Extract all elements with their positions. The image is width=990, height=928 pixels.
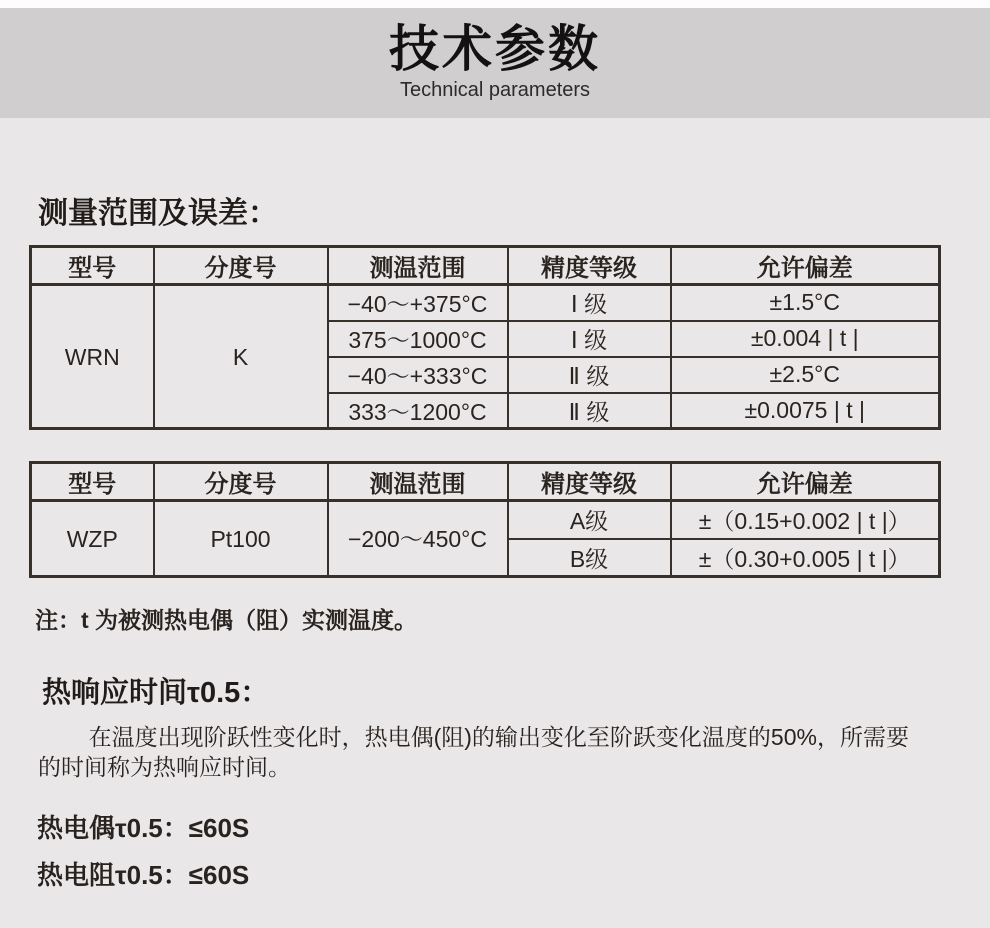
cell-deviation: ±（0.15+0.002 | t |） (671, 501, 940, 539)
header-banner (0, 8, 990, 118)
cell-range: −40～+333°C (328, 357, 508, 393)
cell-model: WZP (31, 501, 154, 577)
cell-grade: Ⅰ 级 (508, 321, 671, 357)
cell-range: −40～+375°C (328, 285, 508, 321)
table-header-row (31, 463, 940, 501)
col-header-model: 型号 (31, 247, 154, 285)
cell-deviation: ±1.5°C (671, 285, 940, 321)
table-row (31, 285, 940, 321)
table-rtd-wzp (29, 461, 941, 578)
table-header-row (31, 247, 940, 285)
col-header-graduation: 分度号 (154, 247, 328, 285)
cell-range: −200～450°C (328, 501, 508, 577)
cell-graduation: K (154, 285, 328, 429)
response-time-paragraph: 在温度出现阶跃性变化时，热电偶(阻)的输出变化至阶跃变化温度的50%，所需要的时间称为热响应时间。 (38, 724, 909, 780)
cell-grade: Ⅰ 级 (508, 285, 671, 321)
col-header-model: 型号 (31, 463, 154, 501)
cell-graduation: Pt100 (154, 501, 328, 577)
note-text: 注：t 为被测热电偶（阻）实测温度。 (35, 607, 418, 633)
section-title-measure-range: 测量范围及误差： (38, 197, 278, 230)
col-header-graduation: 分度号 (154, 463, 328, 501)
page-title: 技术参数 (389, 21, 601, 77)
col-header-range: 测温范围 (328, 463, 508, 501)
top-strip (0, 0, 990, 8)
cell-grade: Ⅱ 级 (508, 357, 671, 393)
cell-grade: A级 (508, 501, 671, 539)
cell-range: 333～1200°C (328, 393, 508, 429)
cell-grade: Ⅱ 级 (508, 393, 671, 429)
col-header-range: 测温范围 (328, 247, 508, 285)
response-time-title: 热响应时间τ0.5： (42, 677, 270, 709)
cell-deviation: ±（0.30+0.005 | t |） (671, 539, 940, 577)
cell-grade: B级 (508, 539, 671, 577)
col-header-accuracy: 精度等级 (508, 463, 671, 501)
cell-model: WRN (31, 285, 154, 429)
cell-range: 375～1000°C (328, 321, 508, 357)
cell-deviation: ±0.004 | t | (671, 321, 940, 357)
col-header-deviation: 允许偏差 (671, 463, 940, 501)
table-thermocouple-wrn (29, 245, 941, 430)
col-header-accuracy: 精度等级 (508, 247, 671, 285)
cell-deviation: ±0.0075 | t | (671, 393, 940, 429)
col-header-deviation: 允许偏差 (671, 247, 940, 285)
page-subtitle: Technical parameters (399, 79, 591, 101)
thermocouple-response-line: 热电偶τ0.5：≤60S (37, 813, 250, 843)
rtd-response-line: 热电阻τ0.5：≤60S (37, 860, 250, 890)
cell-deviation: ±2.5°C (671, 357, 940, 393)
table-row (31, 501, 940, 539)
